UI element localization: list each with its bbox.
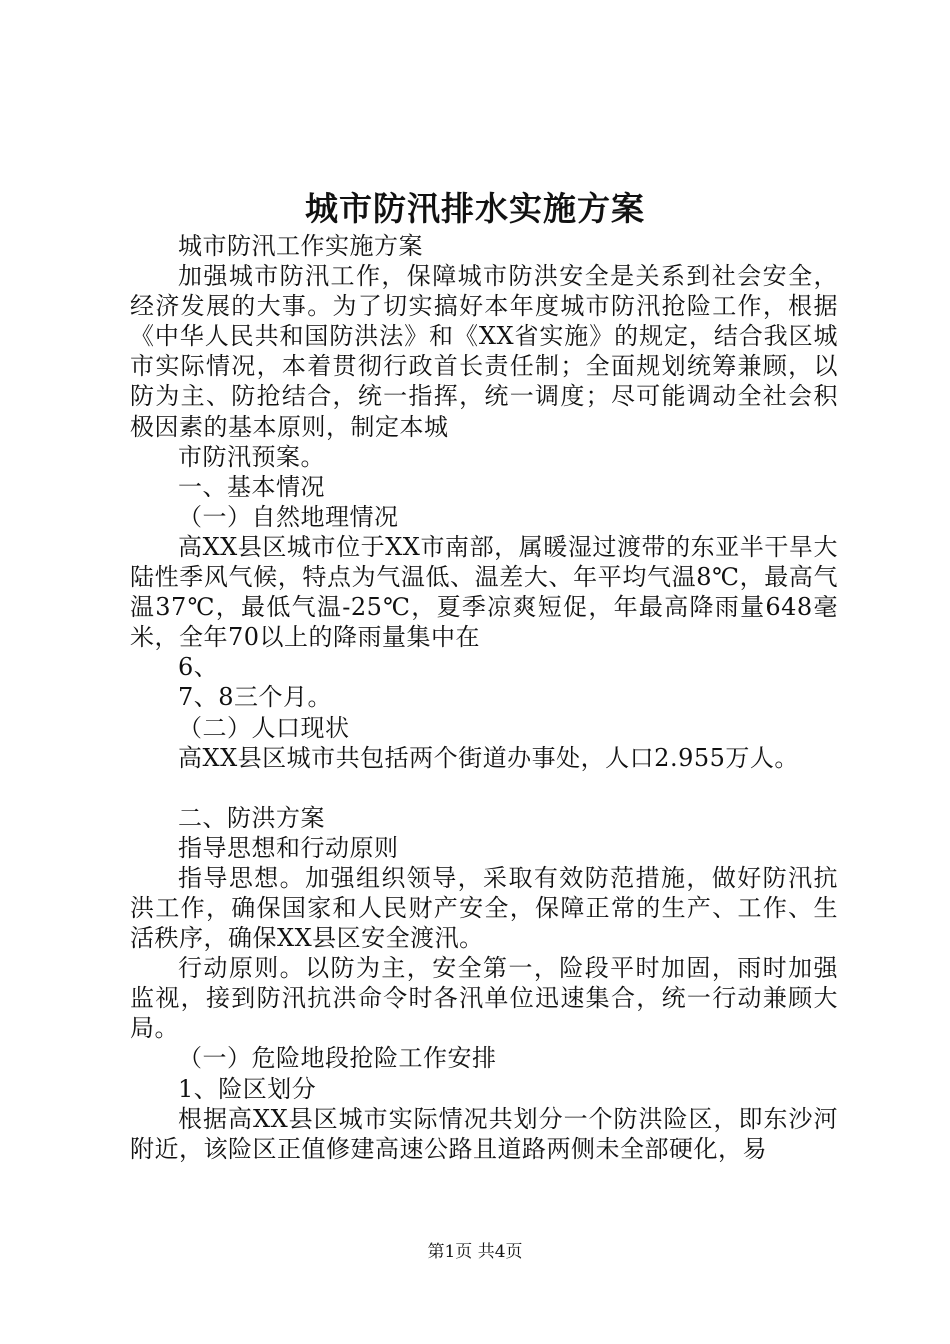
paragraph-months-b: 7、8三个月。	[178, 683, 333, 712]
paragraph-geography: 高XX县区城市位于XX市南部，属暖湿过渡带的东亚半干旱大陆性季风气候，特点为气温低、温差大、年平均气温8℃，最高气温37℃，最低气温-25℃，夏季凉爽短促，年最高降雨量648毫米，全年70以上的降雨量集中在	[130, 532, 838, 652]
paragraph-zone-division: 根据高XX县区城市实际情况共划分一个防洪险区，即东沙河附近，该险区正值修建高速公路且道路两侧未全部硬化，易	[130, 1104, 838, 1163]
paragraph-intro-end: 市防汛预案。	[178, 442, 325, 471]
heading-guiding-principles: 指导思想和行动原则	[178, 833, 399, 862]
heading-population: （二）人口现状	[178, 713, 350, 742]
paragraph-action-principle: 行动原则。以防为主，安全第一，险段平时加固，雨时加强监视，接到防汛抗洪命令时各汛单位迅速集合，统一行动兼顾大局。	[130, 954, 838, 1043]
paragraph-subtitle: 城市防汛工作实施方案	[178, 232, 423, 260]
heading-danger-zones: （一）危险地段抢险工作安排	[178, 1044, 497, 1073]
heading-basic-situation: 一、基本情况	[178, 472, 325, 501]
paragraph-months-a: 6、	[178, 653, 219, 682]
heading-zone-division: 1、险区划分	[178, 1074, 317, 1103]
heading-geography: （一）自然地理情况	[178, 502, 399, 531]
paragraph-population: 高XX县区城市共包括两个街道办事处，人口2.955万人。	[178, 743, 799, 772]
paragraph-guiding-thought: 指导思想。加强组织领导，采取有效防范措施，做好防汛抗洪工作，确保国家和人民财产安全，保障正常的生产、工作、生活秩序，确保XX县区安全渡汛。	[130, 863, 838, 953]
document-body	[130, 231, 838, 1164]
heading-flood-plan: 二、防洪方案	[178, 803, 325, 832]
document-title: 城市防汛排水实施方案	[305, 189, 645, 228]
paragraph-intro: 加强城市防汛工作，保障城市防洪安全是关系到社会安全，经济发展的大事。为了切实搞好本年度城市防汛抢险工作，根据《中华人民共和国防洪法》和《XX省实施》的规定，结合我区城市实际情况，本着贯彻行政首长责任制；全面规划统筹兼顾，以防为主、防抢结合，统一指挥，统一调度；尽可能调动全社会积极因素的基本原则，制定本城	[130, 262, 838, 441]
page-footer: 第1页 共4页	[427, 1242, 523, 1262]
blank-line	[130, 773, 838, 803]
